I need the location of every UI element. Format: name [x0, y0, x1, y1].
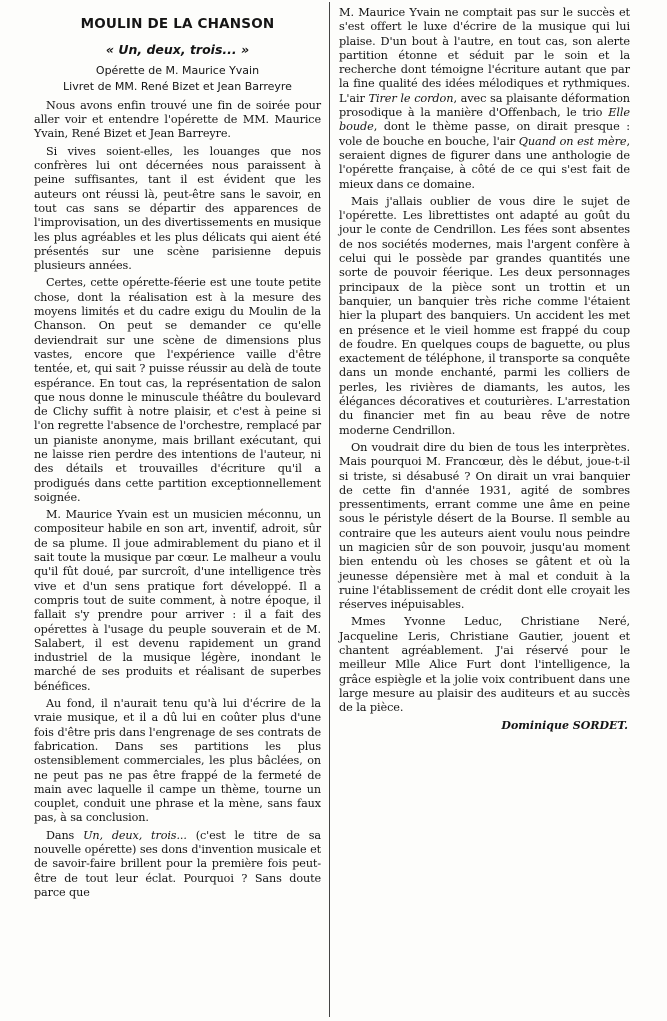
paragraph: Mais j'allais oublier de vous dire le sujet de l'opérette. Les librettistes ont adapté au goût du jour le conte de Cendrillon. Les fées sont absentes de nos sociétés modernes, mais l'argent confère à celui qui le possède par grandes quantités une sorte de pouvoir féerique. Les deux personnages principaux de la pièce sont un trottin et un banquier, un banquier très riche comme l'étaient hier la plupart des banquiers. Un accident les met en présence et le vieil homme est frappé du coup de foudre. En quelques coups de baguette, ou plus exactement de téléphone, il transporte sa conquête dans un monde enchanté, parmi les colliers de perles, les rivières de diamants, les autos, les élégances décoratives et couturières. L'arrestation du financier met fin au beau rêve de notre moderne Cendrillon.: [339, 194, 630, 437]
text-run: (c'est le titre de sa nouvelle opérette) ses dons d'invention musicale et de savoir-faire brillent pour la première fois peut-être de tout leur éclat. Pourquoi ? Sans doute parce que: [34, 828, 321, 899]
byline-work: Opérette de M. Maurice Yvain: [95, 64, 260, 77]
text-run: , dont le thème passe, on dirait presque : vole de bouche en bouche, l'air: [339, 120, 630, 148]
text-run: M. Maurice Yvain ne comptait pas sur le succès et s'est offert le luxe d'écrire de la musique qui lui plaise. D'un bout à l'autre, en tout cas, son alerte partition étonne et séduit par le soin et la recherche dont témoigne l'écriture autant que par la fine qualité des idées mélodiques et rythmiques. L'air: [339, 6, 630, 105]
paragraph: Mmes Yvonne Leduc, Christiane Neré, Jacqueline Leris, Christiane Gautier, jouent et chantent agréablement. J'ai réservé pour le meilleur Mlle Alice Furt dont l'intelligence, la grâce espiègle et la jolie voix contribuent dans une large mesure au plaisir des auditeurs et au succès de la pièce.: [339, 615, 630, 715]
paragraph: [339, 6, 630, 192]
paragraph: Si vives soient-elles, les louanges que nos confrères lui ont décernées nous paraissent à peine suffisantes, tant il est évident que les auteurs ont réussi là, peut-être sans le savoir, en tout cas sans se départir des apparences de l'improvisation, un des divertissements en musique les plus agréables et les plus délicats qui aient été présentés sur une scène parisienne depuis plusieurs années.: [34, 144, 321, 273]
song-title: Tirer le cordon: [368, 91, 454, 105]
text-run: Dans: [46, 828, 84, 842]
column-divider: [329, 2, 330, 1017]
paragraph: On voudrait dire du bien de tous les interprètes. Mais pourquoi M. Francœur, dès le début, joue-t-il si triste, si désabusé ? On dirait un vrai banquier de cette fin d'année 1931, agité de sombres pressentiments, errant comme une âme en peine sous le péristyle désert de la Bourse. Il semble au contraire que les auteurs aient voulu nous peindre un magicien sûr de son pouvoir, jusqu'au moment bien entendu où les choses se gâtent et où la jeunesse dépensière met à mal et conduit à la ruine l'établissement de crédit dont elle croyait les réserves inépuisables.: [339, 440, 630, 612]
article-headline: MOULIN DE LA CHANSON: [80, 16, 275, 32]
paragraph: [34, 829, 321, 900]
right-column: [339, 6, 630, 732]
song-title: Quand on est mère: [518, 134, 627, 148]
paragraph: Au fond, il n'aurait tenu qu'à lui d'écrire de la vraie musique, et il a dû lui en coûter plus d'une fois d'être pris dans l'engrenage de ses contrats de fabrication. Dans ses partitions les plus ostensiblement commerciales, les plus bâclées, on ne peut pas ne pas être frappé de la fermeté de main avec laquelle il campe un thème, tourne un couplet, conduit une phrase et la mène, sans faux pas, à sa conclusion.: [34, 697, 321, 825]
text-run: , seraient dignes de figurer dans une anthologie de l'opérette française, à côté de ce qui s'est fait de mieux dans ce domaine.: [339, 134, 630, 191]
text-run: , avec sa plaisante déformation prosodique à la manière d'Offenbach, le trio: [339, 91, 630, 120]
song-title: Elle boude: [339, 106, 630, 134]
operetta-title: Un, deux, trois...: [83, 828, 187, 842]
article-subtitle: « Un, deux, trois... »: [105, 42, 250, 57]
paragraph: Certes, cette opérette-féerie est une toute petite chose, dont la réalisation est à la mesure des moyens limités et du cadre exigu du Moulin de la Chanson. On peut se demander ce qu'elle deviendrait sur une scène de dimensions plus vastes, encore que l'expérience vaille d'être tentée, et, qui sait ? puisse réussir au delà de toute espérance. En tout cas, la représentation de salon que nous donne le minuscule théâtre du boulevard de Clichy suffit à notre plaisir, et c'est à peine si l'on regrette l'absence de l'orchestre, remplacé par un pianiste anonyme, mais brillant exécutant, qui ne laisse rien perdre des intentions de l'auteur, ni des détails et trouvailles d'écriture qu'il a prodigués dans cette partition exceptionnellement soignée.: [34, 276, 321, 504]
byline-authors: Livret de MM. René Bizet et Jean Barreyre: [63, 79, 292, 93]
paragraph: M. Maurice Yvain est un musicien méconnu, un compositeur habile en son art, inventif, adroit, sûr de sa plume. Il joue admirablement du piano et il sait toute la musique par cœur. Le malheur a voulu qu'il fût doué, par surcroît, d'une intelligence très vive et d'un sens pratique fort développé. Il a compris tout de suite comment, à notre époque, il fallait s'y prendre pour arriver : il a fait des opérettes à l'usage du peuple souverain et de M. Salabert, il est devenu rapidement un grand industriel de la musique légère, inondant le marché de ses produits et réalisant de superbes bénéfices.: [34, 508, 321, 693]
paragraph: Nous avons enfin trouvé une fin de soirée pour aller voir et entendre l'opérette de MM. Maurice Yvain, René Bizet et Jean Barreyre.: [34, 98, 321, 141]
left-column: [34, 6, 321, 903]
author-signature: Dominique SORDET.: [501, 718, 628, 732]
